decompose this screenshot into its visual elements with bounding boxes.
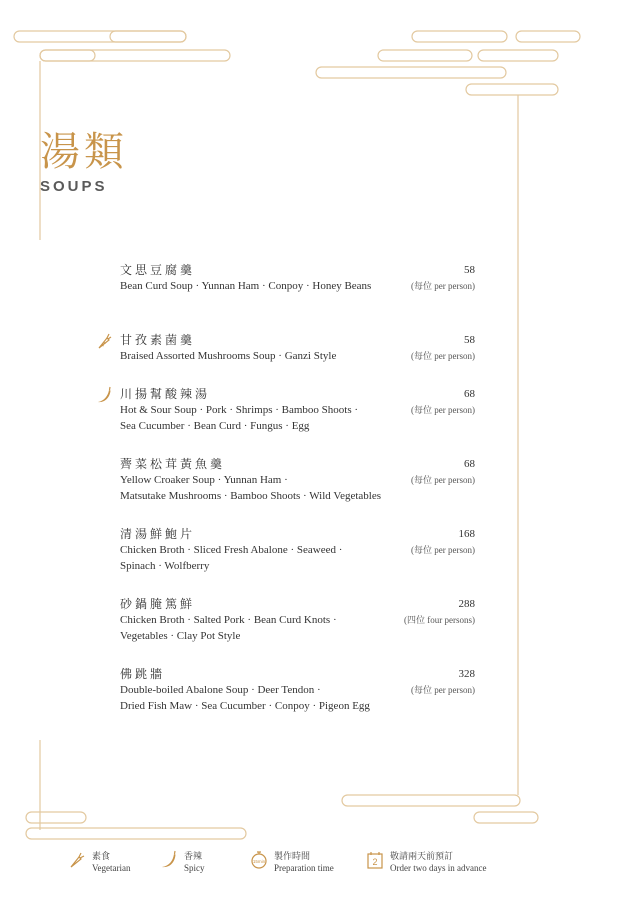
- legend-vegetarian: [68, 850, 130, 874]
- dish-price: 288: [458, 598, 475, 610]
- carrot-icon: [68, 850, 86, 870]
- dish-price: 68: [464, 388, 475, 400]
- legend-label-en: Vegetarian: [92, 863, 131, 873]
- dish-desc: Braised Assorted Mushrooms Soup · Ganzi Style: [120, 350, 337, 362]
- dish-name-zh: 薺菜松茸黃魚羹: [120, 457, 226, 471]
- menu-list: [120, 262, 475, 736]
- dish-name-zh: 砂鍋腌篤鮮: [120, 597, 196, 611]
- legend-label-en: Preparation time: [274, 863, 334, 873]
- dish-price: 68: [464, 458, 475, 470]
- timer-icon: [250, 850, 268, 870]
- legend-advance-order: [366, 850, 486, 874]
- legend-spicy: [160, 850, 205, 874]
- dish-name-zh: 清湯鮮鮑片: [120, 527, 196, 541]
- dish-desc: Chicken Broth · Sliced Fresh Abalone · Seaweed ·: [120, 544, 343, 556]
- heading-chinese: 湯類: [40, 129, 128, 175]
- menu-item: [120, 332, 475, 386]
- dish-desc: Double-boiled Abalone Soup · Deer Tendon ·: [120, 684, 321, 696]
- menu-item: [120, 526, 475, 596]
- price-unit: (每位 per person): [411, 545, 475, 555]
- legend-label-en: Spicy: [184, 863, 205, 873]
- dish-desc: Matsutake Mushrooms · Bamboo Shoots · Wild Vegetables: [120, 490, 381, 502]
- price-unit: (每位 per person): [411, 685, 475, 695]
- menu-item: [120, 456, 475, 526]
- dish-desc: Yellow Croaker Soup · Yunnan Ham ·: [120, 474, 288, 486]
- dish-desc: Bean Curd Soup · Yunnan Ham · Conpoy · Honey Beans: [120, 280, 372, 292]
- dish-price: 58: [464, 264, 475, 276]
- price-unit: (每位 per person): [411, 351, 475, 361]
- calendar-icon: [366, 850, 384, 870]
- carrot-icon: [96, 332, 112, 350]
- price-unit: (每位 per person): [411, 475, 475, 485]
- legend-label-zh: 香辣: [184, 851, 203, 861]
- legend-prep-time: [250, 850, 334, 874]
- legend: [68, 850, 608, 880]
- chili-icon: [96, 386, 112, 404]
- heading-english: SOUPS: [40, 178, 108, 195]
- chili-icon: [160, 850, 178, 870]
- legend-label-zh: 素食: [92, 851, 111, 861]
- dish-name-zh: 文思豆腐羹: [120, 263, 196, 277]
- dish-price: 58: [464, 334, 475, 346]
- dish-name-zh: 甘孜素菌羹: [120, 333, 196, 347]
- menu-item: [120, 262, 475, 332]
- price-unit: (四位 four persons): [404, 615, 475, 625]
- legend-label-zh: 敬請兩天前預訂: [390, 851, 454, 861]
- calendar-badge: 2: [372, 857, 378, 867]
- dish-desc: Chicken Broth · Salted Pork · Bean Curd Knots ·: [120, 614, 337, 626]
- menu-item: [120, 386, 475, 456]
- dish-desc: Sea Cucumber · Bean Curd · Fungus · Egg: [120, 420, 310, 432]
- dish-desc: Dried Fish Maw · Sea Cucumber · Conpoy · Pigeon Egg: [120, 700, 370, 712]
- dish-name-zh: 川揚幫酸辣湯: [120, 387, 211, 401]
- dish-price: 328: [458, 668, 475, 680]
- section-heading: [40, 129, 128, 195]
- dish-desc: Spinach · Wolfberry: [120, 560, 210, 572]
- dish-price: 168: [458, 528, 475, 540]
- price-unit: (每位 per person): [411, 281, 475, 291]
- dish-desc: Hot & Sour Soup · Pork · Shrimps · Bamboo Shoots ·: [120, 404, 359, 416]
- dish-desc: Vegetables · Clay Pot Style: [120, 630, 241, 642]
- legend-label-en: Order two days in advance: [390, 863, 487, 873]
- price-unit: (每位 per person): [411, 405, 475, 415]
- menu-item: [120, 666, 475, 736]
- legend-label-zh: 製作時間: [274, 851, 311, 861]
- menu-item: [120, 596, 475, 666]
- dish-name-zh: 佛跳牆: [120, 667, 166, 681]
- timer-badge: 15min: [252, 859, 266, 864]
